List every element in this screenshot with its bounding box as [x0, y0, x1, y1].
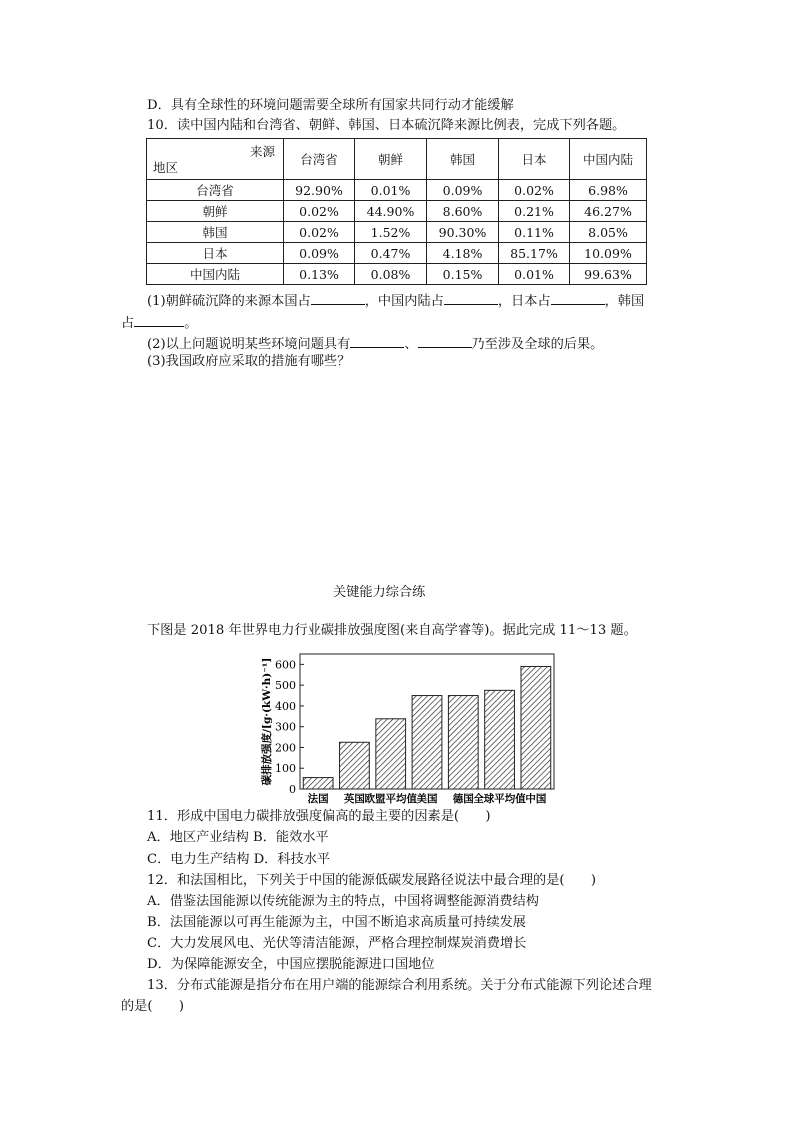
y-tick-label: 300 [275, 720, 296, 734]
answer-blank[interactable] [134, 312, 184, 327]
column-header: 中国内陆 [570, 139, 647, 180]
option-d-previous: D．具有全球性的环境问题需要全球所有国家共同行动才能缓解 [147, 98, 514, 113]
x-tick-label: 美国 [416, 793, 438, 805]
chart-intro: 下图是 2018 年世界电力行业碳排放强度图(来自高学睿等)。据此完成 11～13 题。 [147, 623, 637, 638]
table-cell: 85.17% [499, 243, 570, 264]
table-row [147, 264, 647, 285]
question-10-stem: 10．读中国内陆和台湾省、朝鲜、韩国、日本硫沉降来源比例表，完成下列各题。 [147, 118, 626, 133]
table-cell: 4.18% [427, 243, 499, 264]
y-tick-label: 0 [289, 783, 296, 796]
question-10-part-2 [147, 333, 603, 354]
table-cell: 0.02% [284, 222, 355, 243]
x-tick-label: 全球平均值 [473, 793, 526, 805]
q10-1-text-d: ，韩国 [604, 294, 645, 309]
emission-intensity-chart [258, 650, 558, 810]
question-13-stem-cont: 的是( ) [121, 999, 185, 1014]
table-cell: 0.08% [355, 264, 427, 285]
table-cell: 0.09% [284, 243, 355, 264]
question-10-part-1 [147, 290, 644, 311]
question-10-part-3: (3)我国政府应采取的措施有哪些？ [147, 354, 351, 369]
question-10-part-1-cont [121, 312, 197, 333]
table-cell: 0.15% [427, 264, 499, 285]
table-row [147, 180, 647, 201]
column-header: 韩国 [427, 139, 499, 180]
q10-2-text-b: 、 [404, 337, 418, 352]
answer-blank[interactable] [444, 290, 498, 305]
table-cell: 0.21% [499, 201, 570, 222]
question-12-option-d: D．为保障能源安全，中国应摆脱能源进口国地位 [147, 957, 435, 972]
bar [412, 696, 442, 789]
table-corner-cell [147, 139, 284, 180]
q10-1-text-e: 占 [121, 316, 135, 331]
row-label: 韩国 [147, 222, 284, 243]
q10-1-text-a: (1)朝鲜硫沉降的来源本国占 [147, 294, 311, 309]
q10-1-text-f: 。 [184, 316, 198, 331]
bar [340, 742, 370, 789]
table-cell: 10.09% [570, 243, 647, 264]
question-13-stem: 13．分布式能源是指分布在用户端的能源综合利用系统。关于分布式能源下列论述合理 [147, 978, 652, 993]
question-11-stem: 11．形成中国电力碳排放强度偏高的最主要的因素是( ) [147, 809, 491, 824]
y-axis-label: 碳排放强度/[g·(kW·h)⁻¹] [261, 657, 273, 786]
y-tick-label: 500 [275, 679, 296, 693]
bar [376, 719, 406, 789]
table-cell: 0.02% [499, 180, 570, 201]
row-label: 台湾省 [147, 180, 284, 201]
row-label: 朝鲜 [147, 201, 284, 222]
table-cell: 44.90% [355, 201, 427, 222]
table-cell: 0.01% [499, 264, 570, 285]
table-row [147, 243, 647, 264]
column-header: 朝鲜 [355, 139, 427, 180]
question-12-option-c: C．大力发展风电、光伏等清洁能源，严格合理控制煤炭消费增长 [147, 936, 527, 951]
answer-blank[interactable] [350, 333, 404, 348]
question-11-options-ab: A．地区产业结构 B．能效水平 [147, 830, 329, 845]
table-cell: 46.27% [570, 201, 647, 222]
y-tick-label: 400 [275, 699, 296, 713]
table-cell: 0.02% [284, 201, 355, 222]
q10-1-text-c: ，日本占 [497, 294, 551, 309]
q10-2-text-a: (2)以上问题说明某些环境问题具有 [147, 337, 351, 352]
question-11-options-cd: C．电力生产结构 D．科技水平 [147, 852, 331, 867]
question-12-option-b: B．法国能源以可再生能源为主，中国不断追求高质量可持续发展 [147, 915, 526, 930]
x-tick-label: 德国 [452, 793, 474, 805]
q10-1-text-b: ，中国内陆占 [364, 294, 444, 309]
table-cell: 0.11% [499, 222, 570, 243]
y-tick-label: 100 [275, 762, 296, 776]
x-tick-label: 英国 [343, 793, 365, 805]
bar [303, 778, 333, 789]
q10-2-text-c: 乃至涉及全球的后果。 [471, 337, 604, 352]
bar [521, 666, 551, 789]
plot-area [260, 654, 554, 805]
corner-label-source: 来源 [249, 144, 275, 159]
table-header-row [147, 139, 647, 180]
question-12-option-a: A．借鉴法国能源以传统能源为主的特点，中国将调整能源消费结构 [147, 894, 539, 909]
table-cell: 8.60% [427, 201, 499, 222]
bar [485, 690, 515, 789]
table-cell: 0.09% [427, 180, 499, 201]
row-label: 日本 [147, 243, 284, 264]
x-tick-label: 欧盟平均值 [364, 793, 417, 805]
table-row [147, 201, 647, 222]
answer-blank[interactable] [551, 290, 605, 305]
table-row [147, 222, 647, 243]
column-header: 日本 [499, 139, 570, 180]
y-tick-label: 600 [275, 658, 296, 672]
corner-label-region: 地区 [153, 160, 179, 175]
sulfur-deposition-table [146, 138, 647, 285]
table-cell: 90.30% [427, 222, 499, 243]
table-cell: 0.13% [284, 264, 355, 285]
table-cell: 92.90% [284, 180, 355, 201]
bar [448, 696, 478, 789]
table-cell: 1.52% [355, 222, 427, 243]
answer-blank[interactable] [311, 290, 365, 305]
column-header: 台湾省 [284, 139, 355, 180]
answer-blank[interactable] [418, 333, 472, 348]
x-tick-label: 中国 [525, 793, 547, 805]
question-12-stem: 12．和法国相比，下列关于中国的能源低碳发展路径说法中最合理的是( ) [147, 873, 597, 888]
table-cell: 0.47% [355, 243, 427, 264]
table-cell: 6.98% [570, 180, 647, 201]
table-cell: 99.63% [570, 264, 647, 285]
bar-chart-svg [258, 650, 558, 810]
section-title: 关键能力综合练 [333, 585, 426, 600]
table-cell: 8.05% [570, 222, 647, 243]
table-cell: 0.01% [355, 180, 427, 201]
x-tick-label: 法国 [307, 793, 329, 805]
row-label: 中国内陆 [147, 264, 284, 285]
y-tick-label: 200 [275, 741, 296, 755]
